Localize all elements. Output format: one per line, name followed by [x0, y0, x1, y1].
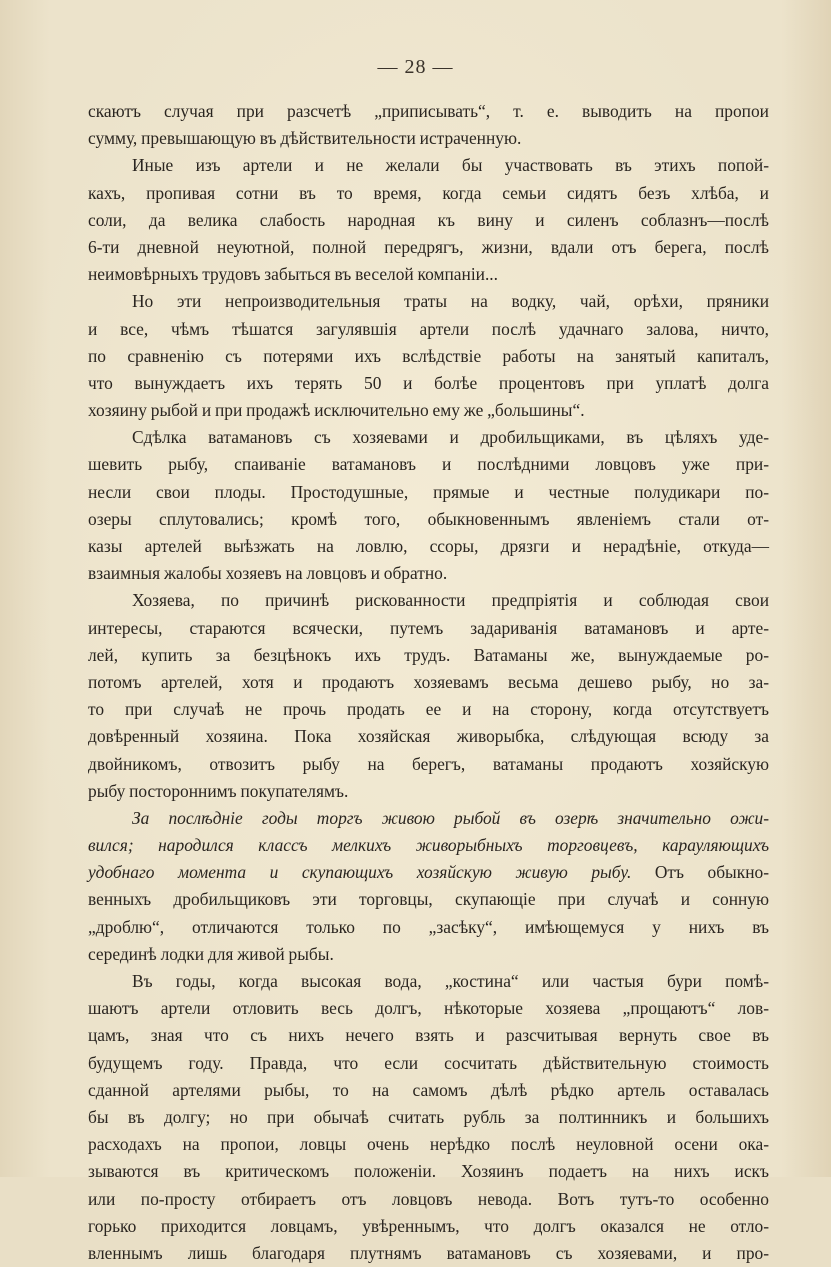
text-line: сданной артелями рыбы, то на самомъ дѣлѣ рѣдко артель оставалась: [88, 1079, 769, 1100]
text-line: будущемъ году. Правда, что если сосчитать дѣйствительную стоимость: [88, 1052, 769, 1073]
text-line: шевить рыбу, спаиваніе ватамановъ и послѣдними ловцовъ уже при-: [88, 454, 769, 475]
text-line: шаютъ артели отловить весь долгъ, нѣкоторые хозяева „прощаютъ“ лов-: [88, 998, 769, 1019]
text-line: по сравненію съ потерями ихъ вслѣдствіе работы на занятый капиталъ,: [88, 345, 769, 366]
text-line: соли, да велика слабость народная къ вину и силенъ соблазнъ—послѣ: [88, 209, 769, 230]
text-line: венныхъ дробильщиковъ эти торговцы, скупающіе при случаѣ и сонную: [88, 889, 769, 910]
text-line: Сдѣлка ватамановъ съ хозяевами и дробильщиками, въ цѣляхъ уде-: [132, 427, 769, 448]
text-line: зываются въ критическомъ положеніи. Хозяинъ подаетъ на нихъ искъ: [88, 1161, 769, 1182]
text-line: скаютъ случая при разсчетѣ „приписывать“, т. е. выводить на пропои: [88, 101, 769, 121]
text-line: интересы, стараются всячески, путемъ задариванія ватамановъ и арте-: [88, 617, 769, 638]
text-line: и все, чѣмъ тѣшатся загулявшія артели послѣ удачнаго залова, ничто,: [88, 318, 769, 339]
text-line: двойникомъ, отвозитъ рыбу на берегъ, ватаманы продаютъ хозяйскую: [88, 753, 769, 774]
text-line: цамъ, зная что съ нихъ нечего взять и разсчитывая вернуть свое въ: [88, 1025, 769, 1046]
text-line: несли свои плоды. Простодушные, прямые и честные полудикари по-: [88, 481, 769, 502]
text-line: кахъ, пропивая сотни въ то время, когда семьи сидятъ безъ хлѣба, и: [88, 182, 769, 203]
text-line: [0, 859, 831, 886]
text-line: довѣренный хозяина. Пока хозяйская живорыбка, слѣдующая всюду за: [88, 726, 769, 747]
text-line: горько приходится ловцамъ, увѣреннымъ, что долгъ оказался не отло-: [88, 1215, 769, 1236]
text-line: Но эти непроизводительныя траты на водку, чай, орѣхи, пряники: [132, 291, 769, 312]
text-line: что вынуждаетъ ихъ терять 50 и болѣе процентовъ при уплатѣ долга: [88, 372, 769, 393]
text-line: сумму, превышающую въ дѣйствительности истраченную.: [88, 128, 522, 149]
text-line: или по-просту отбираетъ отъ ловцовъ невода. Вотъ тутъ-то особенно: [88, 1188, 769, 1209]
text-line: рыбу постороннимъ покупателямъ.: [88, 780, 349, 801]
text-line: озеры сплутовались; кромѣ того, обыкновеннымъ явленіемъ стали от-: [88, 508, 769, 529]
text-line: расходахъ на пропои, ловцы очень нерѣдко послѣ неуловной осени ока-: [88, 1134, 769, 1155]
text-line: взаимныя жалобы хозяевъ на ловцовъ и обратно.: [88, 563, 448, 584]
text-line: вленнымъ лишь благодаря плутнямъ ватамановъ съ хозяевами, и про-: [88, 1242, 769, 1263]
text-line: „дроблю“, отличаются только по „засѣку“, имѣющемуся у нихъ въ: [88, 916, 769, 937]
text-line: неимовѣрныхъ трудовъ забыться въ веселой компаніи...: [88, 264, 499, 285]
text-line: 6-ти дневной неуютной, полной передрягъ, жизни, вдали отъ берега, послѣ: [88, 236, 769, 257]
text-line: За послѣдніе годы торгъ живою рыбой въ озерѣ значительно ожи-: [132, 807, 769, 828]
text-line: Иные изъ артели и не желали бы участвовать въ этихъ попой-: [132, 155, 769, 176]
text-line: вился; народился классъ мелкихъ живорыбныхъ торговцевъ, карауляющихъ: [88, 835, 769, 856]
text-line: бы въ долгу; но при обычаѣ считать рубль за полтинникъ и большихъ: [88, 1106, 769, 1127]
body-text: [0, 98, 831, 1267]
text-line: то при случаѣ не прочь продать ее и на сторону, когда отсутствуетъ: [88, 699, 769, 720]
page-number: — 28 —: [377, 56, 454, 78]
text-line: лей, купить за безцѣнокъ ихъ трудъ. Ватаманы же, вынуждаемые ро-: [88, 644, 769, 665]
text-line: серединѣ лодки для живой рыбы.: [88, 943, 334, 964]
italic-text: удобнаго момента и скупающихъ хозяйскую живую рыбу.: [88, 862, 632, 883]
text-line: потомъ артелей, хотя и продаютъ хозяевамъ весьма дешево рыбу, но за-: [88, 671, 769, 692]
text-segment: Отъ обыкно-: [631, 862, 769, 883]
text-line: Въ годы, когда высокая вода, „костина“ или частыя бури помѣ-: [132, 971, 769, 991]
text-line: казы артелей выѣзжать на ловлю, ссоры, дрязги и нерадѣніе, откуда—: [88, 536, 769, 556]
text-line: Хозяева, по причинѣ рискованности предпріятія и соблюдая свои: [132, 590, 769, 611]
text-line: хозяину рыбой и при продажѣ исключительно ему же „большины“.: [88, 400, 585, 421]
